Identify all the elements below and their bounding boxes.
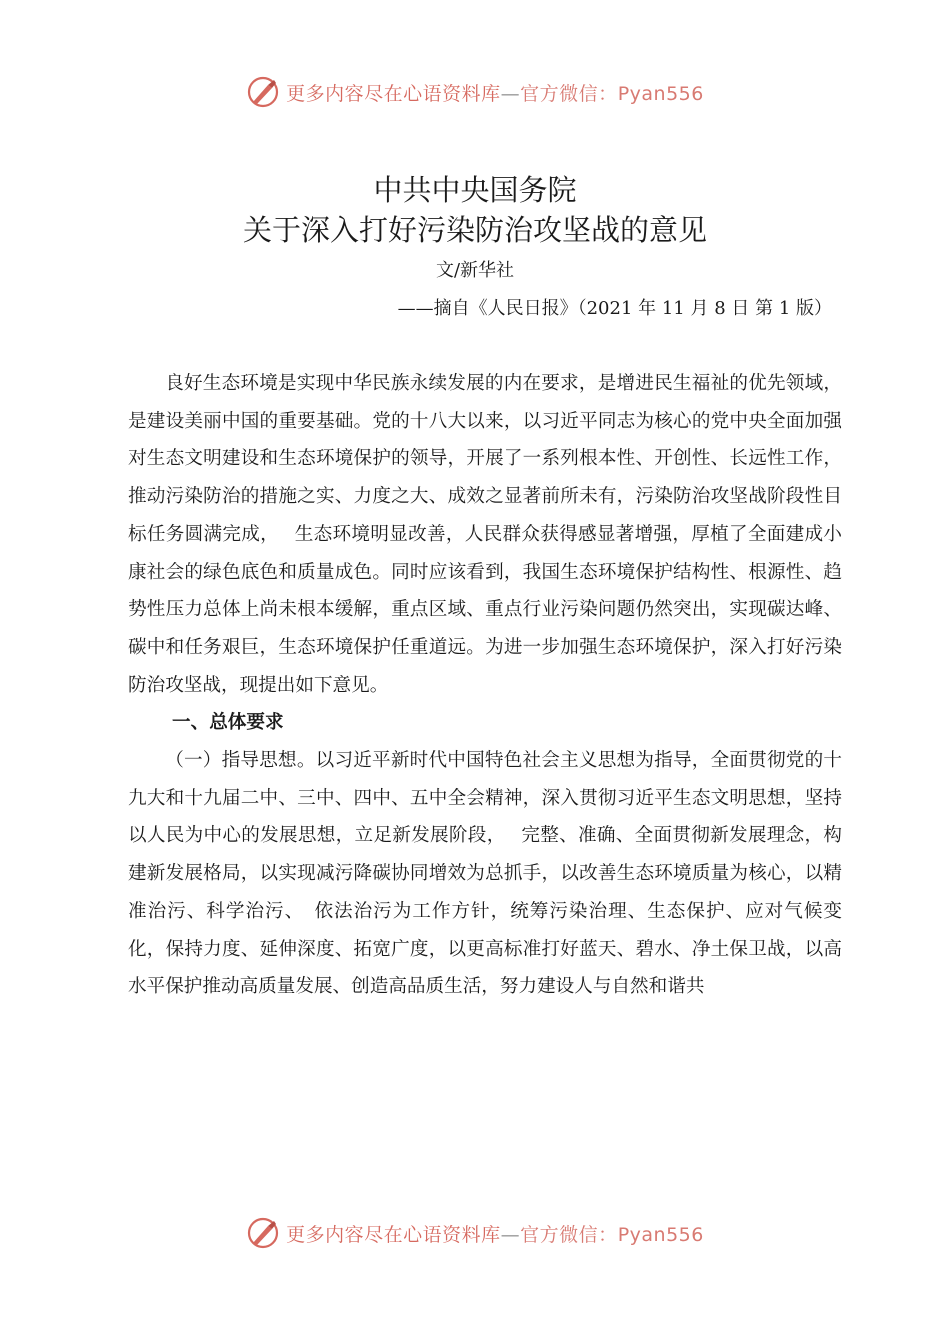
article-body <box>128 365 842 1006</box>
pen-logo-icon <box>246 1216 280 1250</box>
watermark-dash: — <box>500 1223 521 1246</box>
watermark-brand: 更多内容尽在心语资料库 <box>286 1223 501 1246</box>
footer-watermark <box>0 1213 950 1253</box>
watermark-label: 官方微信： <box>520 1223 618 1246</box>
section-heading: 一、总体要求 <box>172 712 284 734</box>
title-line-2: 关于深入打好污染防治攻坚战的意见 <box>242 213 707 247</box>
intro-paragraph: 良好生态环境是实现中华民族永续发展的内在要求，是增进民生福祉的优先领域，是建设美丽中国的重要基础。党的十八大以来，以习近平同志为核心的党中央全面加强对生态文明建设和生态环境保护的领导，开展了一系列根本性、开创性、长远性工作，推动污染防治的措施之实、力度之大、成效之显著前所未有，污染防治攻坚战阶段性目标任务圆满完成， 生态环境明显改善，人民群众获得感显著增强，厚植了全面建成小康社会的绿色底色和质量成色。同时应该看到，我国生态环境保护结构性、根源性、趋势性压力总体上尚未根本缓解，重点区域、重点行业污染问题仍然突出，实现碳达峰、碳中和任务艰巨，生态环境保护任重道远。为进一步加强生态环境保护，深入打好污染防治攻坚战，现提出如下意见。 <box>128 373 842 696</box>
watermark-wechat: Pyan556 <box>617 1223 704 1246</box>
title-line-1: 中共中央国务院 <box>373 173 577 207</box>
watermark-brand: 更多内容尽在心语资料库 <box>286 82 501 105</box>
watermark-dash: — <box>500 82 521 105</box>
pen-logo-icon <box>246 75 280 109</box>
watermark-label: 官方微信： <box>520 82 618 105</box>
watermark-wechat: Pyan556 <box>617 82 704 105</box>
guiding-thought-paragraph: （一）指导思想。以习近平新时代中国特色社会主义思想为指导，全面贯彻党的十九大和十九届二中、三中、四中、五中全会精神，深入贯彻习近平生态文明思想，坚持以人民为中心的发展思想，立足新发展阶段， 完整、准确、全面贯彻新发展理念，构建新发展格局，以实现减污降碳协同增效为总抓手，以改善生态环境质量为核心，以精准治污、科学治污、 依法治污为工作方针，统筹污染治理、生态保护、应对气候变化，保持力度、延伸深度、拓宽广度，以更高标准打好蓝天、碧水、净土保卫战，以高水平保护推动高质量发展、创造高品质生活，努力建设人与自然和谐共 <box>128 750 842 998</box>
source-citation: ——摘自《人民日报》（2021 年 11 月 8 日 第 1 版） <box>397 298 832 319</box>
header-watermark <box>0 72 950 112</box>
byline: 文/新华社 <box>435 260 515 281</box>
